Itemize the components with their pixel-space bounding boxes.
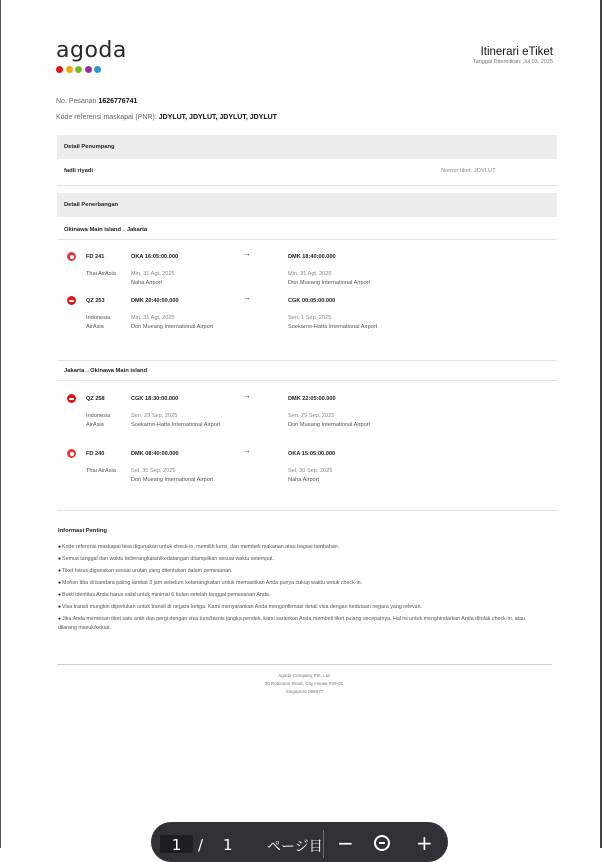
passenger-row — [57, 160, 557, 186]
order-number-line — [56, 98, 137, 105]
passenger-section-header — [57, 135, 557, 159]
logo-dot — [56, 66, 63, 73]
arrival-airport: Soekarno-Hatta International Airport — [288, 324, 378, 330]
issue-date: Tanggal Diterbitkan: Jul 03, 2025 — [472, 59, 553, 65]
flight-number: FD 241 — [86, 254, 105, 260]
arrival-info — [288, 270, 448, 288]
airline-name: Indonesia AirAsia — [86, 413, 111, 428]
departure-airport: Naha Airport — [131, 280, 163, 286]
logo-dot — [66, 66, 73, 73]
passenger-section-title: Detail Penumpang — [64, 144, 115, 150]
arrival-date: Sen, 29 Sep, 2025 — [288, 413, 335, 419]
route-title: Jakarta→Okinawa Main island — [64, 368, 148, 374]
viewer-frame-left — [0, 0, 1, 848]
airline-name: Thai AirAsia — [86, 468, 116, 474]
departure-airport: Don Mueang International Airport — [131, 477, 214, 483]
zoom-fit-icon[interactable] — [374, 835, 390, 851]
important-info-list — [58, 543, 528, 636]
page-number-input[interactable]: 1 — [160, 835, 193, 853]
departure-info — [131, 412, 226, 430]
page-total: 1 — [223, 836, 233, 854]
important-info-title: Informasi Penting — [58, 528, 107, 534]
zoom-out-button[interactable]: − — [337, 831, 354, 855]
arrival-time: DMK 18:40:00.000 — [288, 254, 336, 260]
arrival-info — [288, 314, 448, 332]
flight-number: QZ 258 — [86, 396, 105, 402]
departure-time: DMK 08:40:00.000 — [131, 451, 179, 457]
order-number: 1626776741 — [98, 98, 138, 105]
order-number-label: No. Pesanan — [56, 98, 97, 105]
document-title: Itinerari eTiket — [480, 46, 553, 58]
airline-name: Indonesia AirAsia — [86, 315, 111, 330]
route-divider — [57, 360, 557, 361]
passenger-name: fadli riyadi — [64, 168, 93, 174]
arrow-right-icon: → — [243, 249, 251, 258]
pnr-label: Kode referensi maskapai (PNR): — [56, 114, 157, 121]
zoom-in-button[interactable]: + — [416, 831, 433, 855]
departure-info — [131, 270, 226, 288]
arrival-airport: Don Mueang International Airport — [288, 280, 371, 286]
logo-dot — [85, 66, 92, 73]
departure-airport: Don Mueang International Airport — [131, 324, 214, 330]
page-label: ページ目 — [267, 839, 323, 855]
route-divider — [57, 510, 557, 511]
flight-number: QZ 253 — [86, 298, 105, 304]
thai-airasia-logo-icon — [67, 449, 76, 458]
pdf-viewer-toolbar — [151, 822, 448, 862]
logo-dot — [94, 66, 101, 73]
flight-section-title: Detail Penerbangan — [64, 202, 119, 208]
departure-date: Sel, 30 Sep, 2025 — [131, 468, 176, 474]
departure-time: OKA 16:05:00.000 — [131, 254, 179, 260]
toolbar-divider — [323, 830, 324, 858]
departure-date: Min, 31 Agt, 2025 — [131, 271, 175, 277]
arrival-time: OKA 15:05:00.000 — [288, 451, 336, 457]
pnr-value: JDYLUT, JDYLUT, JDYLUT, JDYLUT — [158, 114, 277, 121]
route-divider — [57, 380, 557, 381]
eticket-page — [2, 0, 600, 848]
logo-dots — [56, 66, 127, 73]
arrival-info — [288, 467, 448, 485]
thai-airasia-logo-icon — [67, 252, 76, 261]
indonesia-airasia-logo-icon — [67, 394, 76, 403]
departure-date: Min, 31 Agt, 2025 — [131, 315, 175, 321]
agoda-logo — [56, 40, 127, 73]
arrival-time: DMK 22:05:00.000 — [288, 396, 336, 402]
arrival-airport: Naha Airport — [288, 477, 320, 483]
arrow-right-icon: → — [243, 446, 251, 455]
arrival-info — [288, 412, 448, 430]
arrival-date: Sel, 30 Sep, 2025 — [288, 468, 333, 474]
departure-info — [131, 314, 226, 332]
route-title: Okinawa Main island→Jakarta — [64, 227, 148, 233]
info-note: ● Mohon tiba di bandara paling lambat 3 jam sebelum keberangkatan untuk memastikan Anda punya cukup waktu untuk check-in. — [58, 579, 528, 588]
departure-airport: Soekarno-Hatta International Airport — [131, 422, 221, 428]
arrival-airport: Don Mueang International Airport — [288, 422, 371, 428]
logo-dot — [75, 66, 82, 73]
pnr-line — [56, 114, 277, 121]
logo-wordmark: agoda — [56, 38, 127, 63]
arrival-time: CGK 00:05:00.000 — [288, 298, 336, 304]
info-note: ● Jika Anda memesan tiket satu arah dan pergi dengan visa turis/bisnis jangka pendek, kami sarankan Anda membeli tiket pulang secepatnya. Hal ini untuk menghindarkan Anda ditolak check-in, atau dilarang masuk/keluar. — [58, 615, 528, 633]
flight-number: FD 240 — [86, 451, 105, 457]
ticket-number: Nomor tiket: JDYLUT — [441, 168, 496, 174]
airline-name: Thai AirAsia — [86, 271, 116, 277]
company-name: Agoda Company Pte. Ltd. — [278, 673, 331, 678]
arrow-right-icon: → — [243, 391, 251, 400]
footer-divider — [57, 664, 552, 665]
document-header — [473, 46, 553, 65]
info-note: ● Visa transit mungkin diperlukan untuk transit di negara ketiga. Kami menyarankan Anda mengonfirmasi detail visa dengan kedutaan negara yang relevan. — [58, 603, 528, 612]
company-footer — [57, 672, 552, 696]
page-separator: / — [198, 836, 204, 854]
departure-time: DMK 20:40:00.000 — [131, 298, 179, 304]
departure-date: Sen, 29 Sep, 2025 — [131, 413, 178, 419]
route-divider — [57, 239, 557, 240]
arrival-date: Sen, 1 Sep, 2025 — [288, 315, 332, 321]
indonesia-airasia-logo-icon — [67, 296, 76, 305]
arrival-date: Min, 31 Agt, 2025 — [288, 271, 332, 277]
departure-info — [131, 467, 226, 485]
company-address-line2: Singapore 068877 — [285, 689, 324, 694]
departure-time: CGK 18:30:00.000 — [131, 396, 179, 402]
info-note: ● Tiket harus digunakan sesuai urutan yang ditentukan dalam pemesanan. — [58, 567, 528, 576]
arrow-right-icon: → — [243, 293, 251, 302]
info-note: ● Semua tanggal dan waktu keberangkatan/kedatangan ditampilkan sesuai waktu setempat. — [58, 555, 528, 564]
info-note: ● Kode referensi maskapai bisa digunakan untuk check-in, memilih kursi, dan membeli makanan atau bagasi tambahan. — [58, 543, 528, 552]
info-note: ● Bukti identitas Anda harus valid untuk minimal 6 bulan setelah tanggal pemesanan Anda. — [58, 591, 528, 600]
company-address-line1: 30 Robinson Road, City House #29-01, — [264, 681, 345, 686]
flight-section-header — [57, 193, 557, 217]
